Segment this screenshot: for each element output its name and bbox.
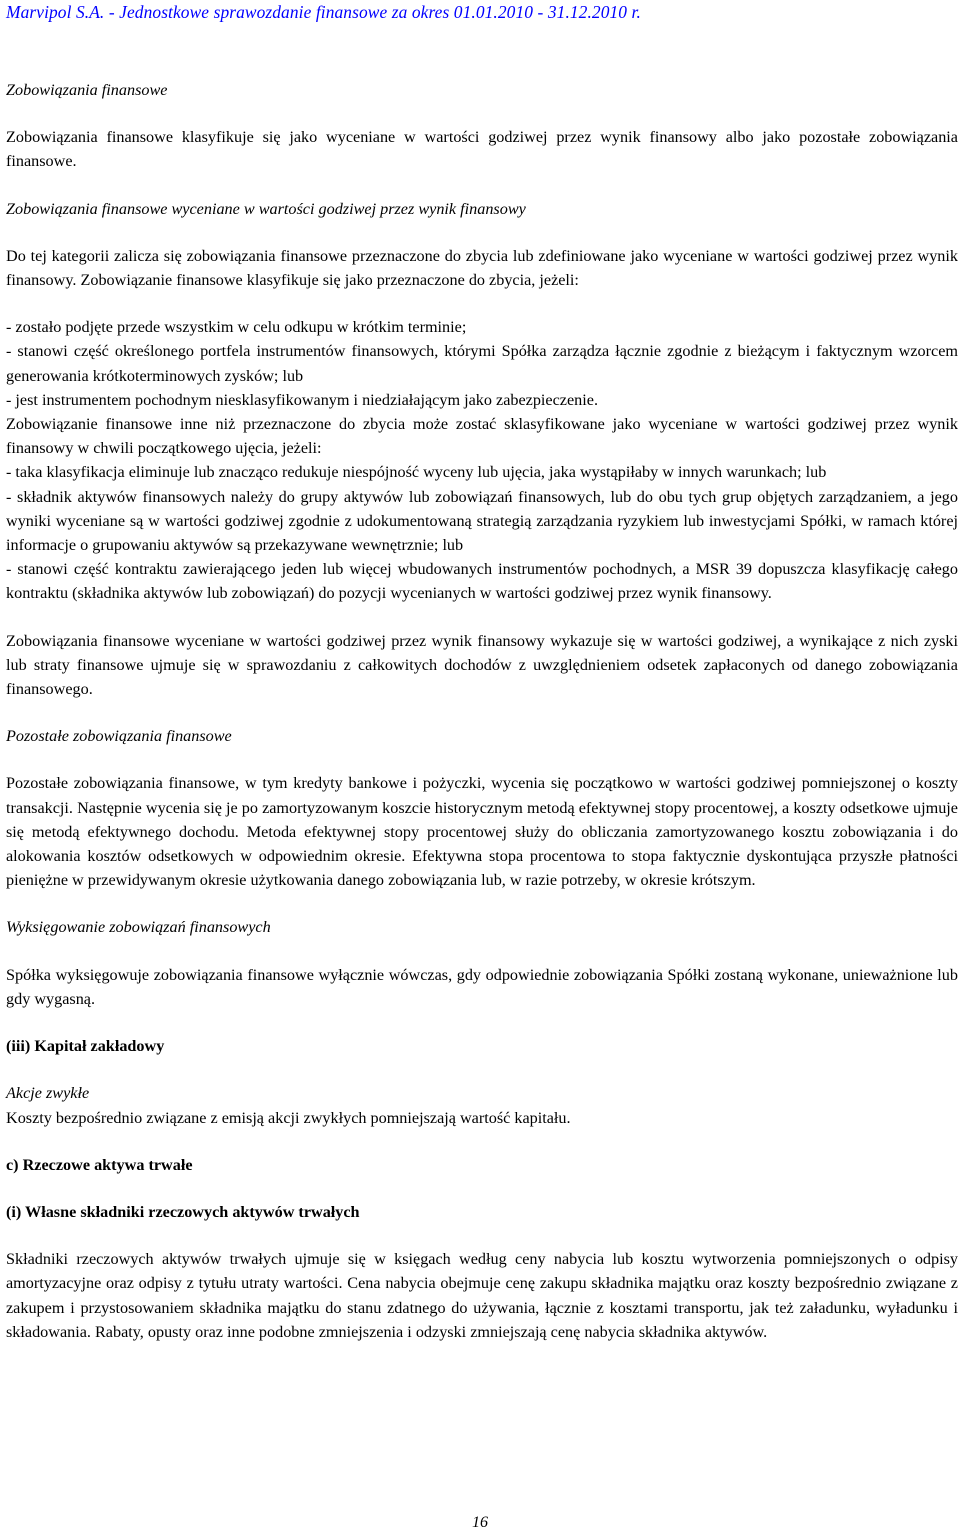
paragraph-zobowiazania: Zobowiązania finansowe klasyfikuje się jako wyceniane w wartości godziwej przez wynik finansowy albo jako pozostałe zobowiązania finansowe.: [6, 128, 958, 171]
paragraph-inne: Zobowiązanie finansowe inne niż przeznaczone do zbycia może zostać sklasyfikowane jako wyceniane w wartości godziwej przez wynik finansowy w chwili początkowego ujęcia, jeżeli:: [6, 415, 958, 458]
section-heading-rzeczowe: c) Rzeczowe aktywa trwałe: [6, 1155, 193, 1174]
paragraph-pozostale: Pozostałe zobowiązania finansowe, w tym kredyty bankowe i pożyczki, wycenia się początkowo w wartości godziwej pomniejszonej o koszty transakcji. Następnie wycenia się je po zamortyzowanym koszcie historycznym metodą efektywnej stopy procentowej, a koszty odsetkowe ujmuje się metodą efektywnego dochodu. Metoda efektywnej stopy procentowej służy do obliczania zamortyzowanego kosztu zobowiązania i do alokowania kosztów odsetkowych w odpowiednim okresie. Efektywna stopa procentowa to stopa faktycznie dyskontująca przyszłe płatności pieniężne w przewidywanym okresie użytkowania danego zobowiązania lub, w razie potrzeby, w okresie krótszym.: [6, 774, 958, 890]
list-item: - taka klasyfikacja eliminuje lub znacząco redukuje niespójność wyceny lub ujęcia, jaka wystąpiłaby w innych warunkach; lub: [6, 463, 827, 482]
paragraph-wyceniane: Do tej kategorii zalicza się zobowiązania finansowe przeznaczone do zbycia lub zdefiniowane jako wyceniane w wartości godziwej przez wynik finansowy. Zobowiązanie finansowe klasyfikuje się jako przeznaczone do zbycia, jeżeli:: [6, 246, 958, 290]
section-heading-pozostale: Pozostałe zobowiązania finansowe: [6, 727, 232, 746]
paragraph-wyksiegowanie: Spółka wyksięgowuje zobowiązania finansowe wyłącznie wówczas, gdy odpowiednie zobowiązania Spółki zostaną wykonane, unieważnione lub gdy wygasną.: [6, 965, 958, 1008]
section-heading-wyceniane: Zobowiązania finansowe wyceniane w wartości godziwej przez wynik finansowy: [6, 199, 526, 218]
paragraph-wykazuje: Zobowiązania finansowe wyceniane w wartości godziwej przez wynik finansowy wykazuje się w wartości godziwej, a wynikające z nich zyski lub straty finansowe ujmuje się w sprawozdaniu z całkowitych dochodów z uwzględnieniem odsetek zapłaconych od danego zobowiązania finansowego.: [6, 631, 958, 699]
list-item: - jest instrumentem pochodnym niesklasyfikowanym i niedziałającym jako zabezpieczenie.: [6, 390, 598, 409]
list-item: - stanowi część kontraktu zawierającego jeden lub więcej wbudowanych instrumentów pochodnych, a MSR 39 dopuszcza klasyfikację całego kontraktu (składnika aktywów lub zobowiązań) do pozycji wycenianych w wartości godziwej przez wynik finansowy.: [6, 560, 958, 603]
subsection-heading-akcje: Akcje zwykłe: [6, 1084, 90, 1103]
document-body: [6, 78, 958, 1344]
section-heading-wyksiegowanie: Wyksięgowanie zobowiązań finansowych: [6, 918, 271, 937]
section-heading-zobowiazania: Zobowiązania finansowe: [6, 81, 168, 99]
list-item: - zostało podjęte przede wszystkim w celu odkupu w krótkim terminie;: [6, 318, 467, 337]
paragraph-akcje: Koszty bezpośrednio związane z emisją akcji zwykłych pomniejszają wartość kapitału.: [6, 1108, 571, 1127]
paragraph-wlasne: Składniki rzeczowych aktywów trwałych ujmuje się w księgach według ceny nabycia lub kosztu wytworzenia pomniejszonych o odpisy amortyzacyjne oraz odpisy z tytułu utraty wartości. Cena nabycia obejmuje cenę zakupu składnika majątku oraz koszty bezpośrednio związane z zakupem i przystosowaniem składnika majątku do stanu zdatnego do używania, łącznie z kosztami transportu, jak też załadunku, wyładunku i składowania. Rabaty, opusty oraz inne podobne zmniejszenia i odzyski zmniejszają cenę nabycia składnika aktywów.: [6, 1250, 958, 1341]
section-heading-wlasne: (i) Własne składniki rzeczowych aktywów trwałych: [6, 1202, 360, 1221]
section-heading-kapital: (iii) Kapitał zakładowy: [6, 1037, 165, 1056]
list-item: - składnik aktywów finansowych należy do grupy aktywów lub zobowiązań finansowych, lub do obu tych grup objętych zarządzaniem, a jego wyniki wyceniane są w wartości godziwej zgodnie z udokumentowaną strategią zarządzania ryzykiem lub inwestycjami Spółki, w ramach której informacje o grupowaniu aktywów są przekazywane wewnętrznie; lub: [6, 487, 958, 555]
list-item: - stanowi część określonego portfela instrumentów finansowych, którymi Spółka zarządza łącznie zgodnie z bieżącym i faktycznym wzorcem generowania krótkoterminowych zysków; lub: [6, 342, 958, 385]
page-number: 16: [472, 1514, 488, 1531]
document-header: Marvipol S.A. - Jednostkowe sprawozdanie finansowe za okres 01.01.2010 - 31.12.2010 r.: [6, 2, 641, 22]
